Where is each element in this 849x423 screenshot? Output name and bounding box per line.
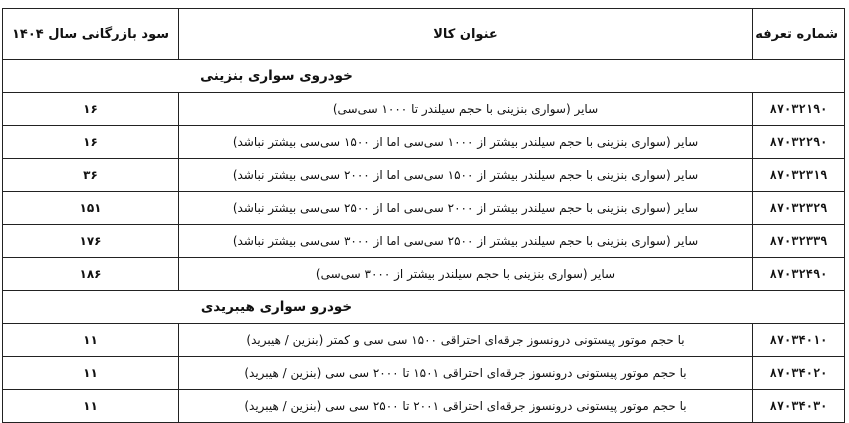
profit-cell: ۱۸۶ — [3, 258, 179, 291]
table-row — [3, 93, 845, 126]
section-row-gasoline — [3, 60, 845, 93]
table-row — [3, 258, 845, 291]
tariff-code-cell: ۸۷۰۳۴۰۲۰ — [753, 357, 845, 390]
tariff-code-cell: ۸۷۰۳۲۱۹۰ — [753, 93, 845, 126]
goods-title-cell: با حجم موتور پیستونی درونسوز جرقه‌ای احتراقی ۱۵۰۰ سی سی و کمتر (بنزین / هیبرید) — [179, 324, 753, 357]
tariff-code-cell: ۸۷۰۳۴۰۳۰ — [753, 390, 845, 423]
goods-title-cell: سایر (سواری بنزینی با حجم سیلندر تا ۱۰۰۰ سی‌سی) — [179, 93, 753, 126]
tariff-code-cell: ۸۷۰۳۲۳۳۹ — [753, 225, 845, 258]
profit-cell: ۱۱ — [3, 390, 179, 423]
header-tariff-code: شماره تعرفه — [753, 9, 845, 60]
profit-cell: ۱۶ — [3, 126, 179, 159]
section-row-hybrid — [3, 291, 845, 324]
tariff-code-cell: ۸۷۰۳۲۳۱۹ — [753, 159, 845, 192]
tariff-code-cell: ۸۷۰۳۲۳۲۹ — [753, 192, 845, 225]
section-title: خودروی سواری بنزینی — [3, 60, 845, 93]
goods-title-cell: سایر (سواری بنزینی با حجم سیلندر بیشتر از ۲۰۰۰ سی‌سی اما از ۲۵۰۰ سی‌سی بیشتر نباشد) — [179, 192, 753, 225]
section-title: خودرو سواری هیبریدی — [3, 291, 845, 324]
goods-title-cell: با حجم موتور پیستونی درونسوز جرقه‌ای احتراقی ۱۵۰۱ تا ۲۰۰۰ سی سی (بنزین / هیبرید) — [179, 357, 753, 390]
goods-title-cell: سایر (سواری بنزینی با حجم سیلندر بیشتر از ۳۰۰۰ سی‌سی) — [179, 258, 753, 291]
header-commercial-profit: سود بازرگانی سال ۱۴۰۴ — [3, 9, 179, 60]
table-row — [3, 225, 845, 258]
tariff-table — [2, 8, 845, 423]
goods-title-cell: سایر (سواری بنزینی با حجم سیلندر بیشتر از ۲۵۰۰ سی‌سی اما از ۳۰۰۰ سی‌سی بیشتر نباشد) — [179, 225, 753, 258]
profit-cell: ۱۶ — [3, 93, 179, 126]
tariff-sheet — [3, 8, 845, 423]
table-row — [3, 324, 845, 357]
header-row — [3, 9, 845, 60]
header-goods-title: عنوان کالا — [179, 9, 753, 60]
profit-cell: ۱۱ — [3, 357, 179, 390]
profit-cell: ۱۵۱ — [3, 192, 179, 225]
table-row — [3, 126, 845, 159]
tariff-code-cell: ۸۷۰۳۲۲۹۰ — [753, 126, 845, 159]
tariff-code-cell: ۸۷۰۳۴۰۱۰ — [753, 324, 845, 357]
table-row — [3, 192, 845, 225]
profit-cell: ۱۷۶ — [3, 225, 179, 258]
table-row — [3, 159, 845, 192]
goods-title-cell: سایر (سواری بنزینی با حجم سیلندر بیشتر از ۱۰۰۰ سی‌سی اما از ۱۵۰۰ سی‌سی بیشتر نباشد) — [179, 126, 753, 159]
goods-title-cell: سایر (سواری بنزینی با حجم سیلندر بیشتر از ۱۵۰۰ سی‌سی اما از ۲۰۰۰ سی‌سی بیشتر نباشد) — [179, 159, 753, 192]
profit-cell: ۳۶ — [3, 159, 179, 192]
profit-cell: ۱۱ — [3, 324, 179, 357]
goods-title-cell: با حجم موتور پیستونی درونسوز جرقه‌ای احتراقی ۲۰۰۱ تا ۲۵۰۰ سی سی (بنزین / هیبرید) — [179, 390, 753, 423]
table-row — [3, 357, 845, 390]
tariff-code-cell: ۸۷۰۳۲۴۹۰ — [753, 258, 845, 291]
table-row — [3, 390, 845, 423]
